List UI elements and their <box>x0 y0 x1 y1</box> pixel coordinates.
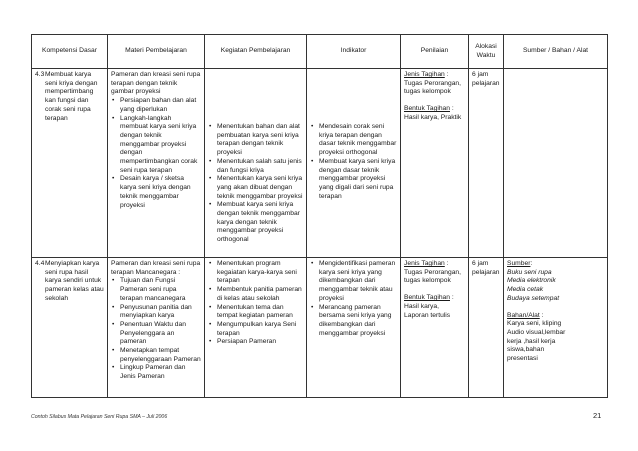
materi-intro: Pameran dan kreasi seni rupa terapan dengan teknik gambar proyeksi <box>111 71 201 96</box>
header-sumber-bahan-alat: Sumber / Bahan / Alat <box>504 35 608 69</box>
header-penilaian: Penilaian <box>401 35 469 69</box>
list-item: • Menetapkan tempat penyelenggaraan Pameran <box>120 347 201 364</box>
bahan-alat-label: Bahan/Alat <box>507 311 540 319</box>
header-kompetensi-dasar: Kompetensi Dasar <box>32 35 108 69</box>
table-row <box>32 258 608 398</box>
jenis-tagihan-lines <box>404 80 465 97</box>
header-indikator: Indikator <box>307 35 401 69</box>
list-item: • Penentuan Waktu dan Penyelenggara an pameran <box>120 321 201 347</box>
list-item: • Menentukan salah satu jenis dan fungsi kriya <box>217 158 303 175</box>
text-line: presentasi <box>507 355 538 363</box>
list-item: • Tujuan dan Fungsi Pameran seni rupa terapan mancanegara <box>120 277 201 303</box>
footer-document-title: Contoh Silabus Mata Pelajaran Seni Rupa SMA – Juli 2006 <box>31 414 168 420</box>
text-line: kerja ,hasil kerja <box>507 337 556 345</box>
list-item: • Persiapan bahan dan alat yang diperlukan <box>120 97 201 114</box>
indikator-list <box>310 260 397 338</box>
text-line: Budaya setempat <box>507 294 560 302</box>
list-item: • Mengumpulkan karya Seni terapan <box>217 321 303 338</box>
text-line: Audio visual,lembar <box>507 328 566 336</box>
materi-list <box>111 277 201 381</box>
list-item: • Mendesain corak seni kriya terapan dengan dasar teknik menggambar proyeksi orthogonal <box>319 123 397 158</box>
table-header-row <box>32 35 608 69</box>
sumber-lines <box>507 269 604 304</box>
cell-alokasi <box>469 258 504 398</box>
kd-number: 4.3 <box>35 71 45 78</box>
header-kegiatan-pembelajaran: Kegiatan Pembelajaran <box>205 35 307 69</box>
text-line: 6 jam <box>472 71 489 78</box>
list-item: • Membuat karya seni kriya dengan teknik menggambar karya dengan teknik menggambar proyeksi orthogonal <box>217 201 303 245</box>
text-line: siswa,bahan <box>507 346 545 354</box>
kegiatan-list <box>208 123 303 245</box>
bentuk-tagihan-label: Bentuk Tagihan <box>404 294 450 302</box>
text-line: 6 jam <box>472 260 489 267</box>
list-item: • Lingkup Pameran dan Jenis Pameran <box>120 364 201 381</box>
list-item: • Penyusunan panitia dan menyiapkan karya <box>120 304 201 321</box>
text-line: Laporan tertulis <box>404 311 451 319</box>
cell-penilaian: Jenis Tagihan : Tugas Perorangan, tugas kelompok Bentuk Tagihan : Hasil karya, Praktik <box>401 69 469 258</box>
list-item: • Menentukan karya seni kriya yang akan dibuat dengan teknik menggambar proyeksi <box>217 175 303 201</box>
jenis-tagihan-lines <box>404 269 465 286</box>
cell-sumber: Sumber: Buku seni rupa Media elektronik Media cetak Budaya setempat Bahan/Alat : Karya seni, kliping Audio visual,lembar kerja ,hasil kerja siswa,bahan presentasi <box>504 258 608 398</box>
list-item: • Desain karya / sketsa karya seni kriya dengan teknik menggambar proyeksi <box>120 175 201 210</box>
bahan-alat-lines <box>507 320 604 364</box>
list-item: • Persiapan Pameran <box>217 338 303 347</box>
table-row <box>32 69 608 258</box>
cell-materi <box>108 258 205 398</box>
bentuk-tagihan-lines <box>404 114 465 123</box>
sumber-label: Sumber <box>507 260 531 267</box>
materi-intro: Pameran dan kreasi seni rupa terapan Mancanegara : <box>111 260 201 276</box>
cell-kegiatan <box>205 69 307 258</box>
text-line: Tugas Perorangan, <box>404 268 462 276</box>
kd-text: Menyiapkan karya seni rupa hasil karya sendiri untuk pameran kelas atau sekolah <box>45 260 104 302</box>
syllabus-table <box>31 34 608 398</box>
cell-sumber <box>504 69 608 258</box>
list-item: • Mengidentifikasi pameran karya seni kriya yang dikembangkan dari menggambar teknik atau proyeksi <box>319 260 397 304</box>
cell-indikator <box>307 258 401 398</box>
list-item: • Langkah-langkah membuat karya seni kriya dengan teknik menggambar proyeksi dengan mempertimbangkan corak seni rupa terapan <box>120 115 201 176</box>
cell-kompetensi-dasar <box>32 258 108 398</box>
text-line: Buku seni rupa <box>507 268 552 276</box>
text-line: Hasil karya, Praktik <box>404 113 462 121</box>
materi-list <box>111 97 201 210</box>
text-line: tugas kelompok <box>404 277 451 285</box>
kd-text: Membuat karya seni kriya dengan mempertimbang kan fungsi dan corak seni rupa terapan <box>45 71 98 122</box>
header-alokasi-waktu: Alokasi Waktu <box>469 35 504 69</box>
list-item: • Membuat karya seni kriya dengan dasar teknik menggambar proyeksi yang digali dari seni rupa terapan <box>319 158 397 202</box>
page-number: 21 <box>593 411 602 420</box>
text-line: tugas kelompok <box>404 88 451 96</box>
list-item: • Menentukan program kegaiatan karya-karya seni terapan <box>217 260 303 286</box>
list-item: • Menentukan bahan dan alat pembuatan karya seni kriya terapan dengan teknik proyeksi <box>217 123 303 158</box>
header-materi-pembelajaran: Materi Pembelajaran <box>108 35 205 69</box>
kd-number: 4.4 <box>35 260 45 267</box>
bentuk-tagihan-lines <box>404 303 465 320</box>
jenis-tagihan-label: Jenis Tagihan <box>404 71 445 78</box>
bentuk-tagihan-label: Bentuk Tagihan <box>404 105 450 113</box>
list-item: • Membentuk panitia pameran di kelas atau sekolah <box>217 286 303 303</box>
jenis-tagihan-label: Jenis Tagihan <box>404 260 445 267</box>
kegiatan-list <box>208 260 303 347</box>
text-line: pelajaran <box>472 268 500 276</box>
text-line: pelajaran <box>472 79 500 87</box>
text-line: Media elektronik <box>507 277 556 285</box>
text-line: Tugas Perorangan, <box>404 79 462 87</box>
cell-materi <box>108 69 205 258</box>
text-line: Hasil karya, <box>404 302 439 310</box>
list-item: • Menentukan tema dan tempat kegiatan pameran <box>217 304 303 321</box>
text-line: Karya seni, kliping <box>507 320 562 328</box>
text-line: Media cetak <box>507 286 544 294</box>
list-item: • Merancang pameran bersama seni kriya yang dikembangkan dari menggambar proyeksi <box>319 304 397 339</box>
cell-indikator <box>307 69 401 258</box>
indikator-list <box>310 123 397 201</box>
cell-kegiatan <box>205 258 307 398</box>
cell-kompetensi-dasar <box>32 69 108 258</box>
cell-penilaian: Jenis Tagihan : Tugas Perorangan, tugas kelompok Bentuk Tagihan : Hasil karya, Laporan tertulis <box>401 258 469 398</box>
cell-alokasi <box>469 69 504 258</box>
